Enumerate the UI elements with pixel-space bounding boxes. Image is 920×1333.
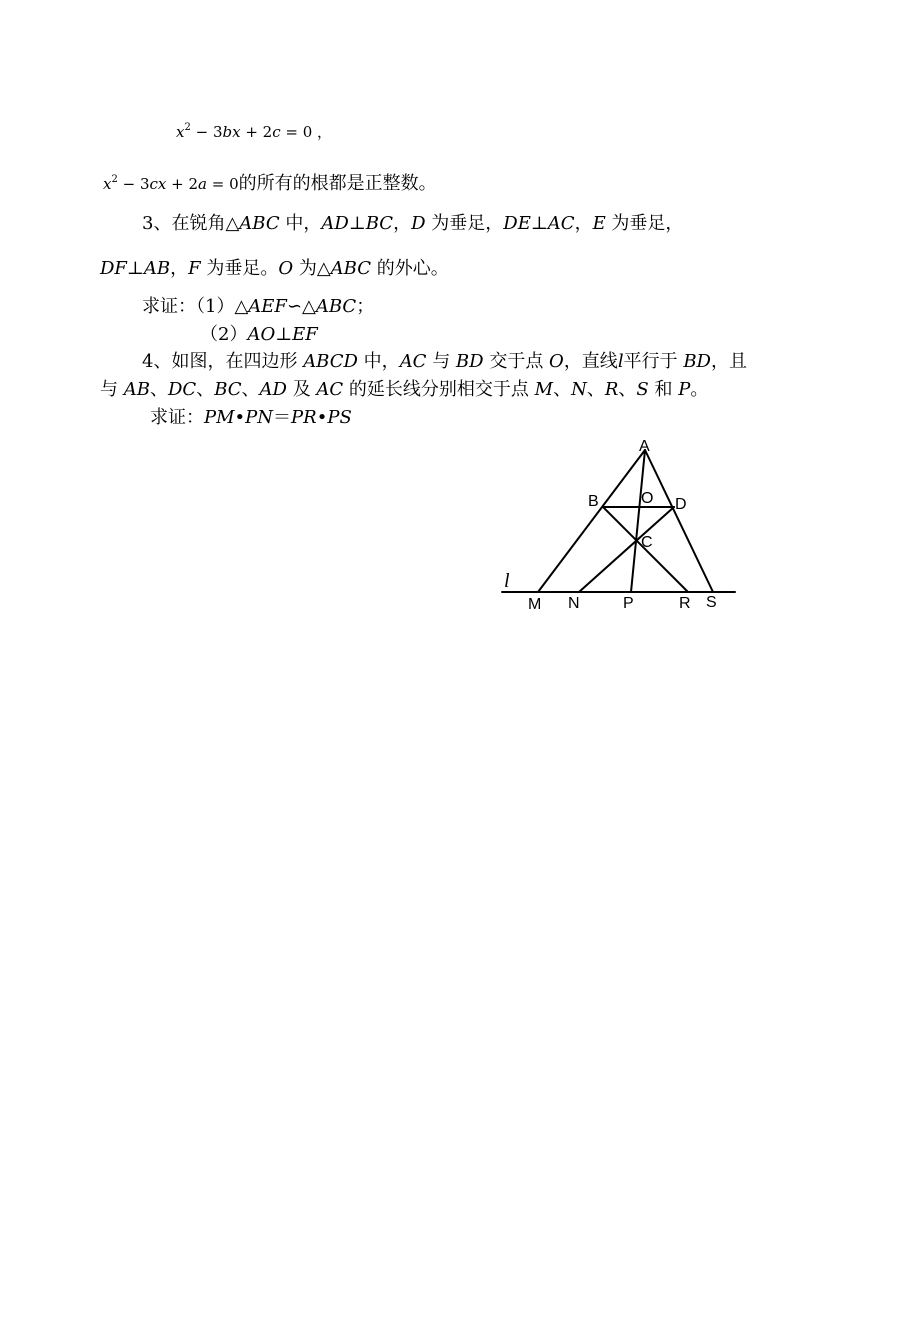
eq1-var-x2: x [232, 123, 241, 141]
p3-var: O [278, 258, 294, 279]
p4-var: BC [214, 379, 242, 400]
p3-text: （2） [200, 324, 248, 345]
p4-text: 求证： [150, 407, 204, 428]
p4-var: AB [123, 379, 150, 400]
p4-text: 与 [426, 351, 456, 372]
p4-text: 平行于 [623, 351, 684, 372]
segment-AP [631, 450, 645, 592]
eq2-var-x2: x [157, 175, 167, 193]
p4-text: 交于点 [483, 351, 550, 372]
p4-text: 和 [648, 379, 679, 400]
p3-text: ⊥ [530, 213, 548, 234]
p4-text: • [316, 407, 328, 428]
p4-var: DC [167, 379, 197, 400]
p3-var: E [592, 213, 606, 234]
p3-var: D [411, 213, 426, 234]
p4-text: 的延长线分别相交于点 [343, 379, 535, 400]
problem-4-proof [150, 407, 352, 429]
segment-AM [538, 450, 645, 592]
p3-text: 为垂足， [425, 213, 504, 234]
p4-text: 。 [690, 379, 709, 400]
problem-3-line-1 [142, 213, 683, 235]
label-S: S [706, 594, 717, 611]
label-B: B [588, 493, 599, 510]
eq1-text: − 3 [190, 123, 223, 141]
p4-var: ABCD [303, 351, 358, 372]
p4-text: ，直线 [563, 351, 618, 372]
p3-var: BC [365, 213, 394, 234]
eq1-var-c: c [272, 123, 281, 141]
p3-text: ⊥ [275, 324, 293, 345]
eq2-exponent: 2 [111, 174, 118, 185]
eq2-tail-text: 的所有的根都是正整数。 [238, 173, 437, 194]
p4-var: M [534, 379, 554, 400]
p4-text: ，且 [710, 351, 747, 372]
p3-var: F [188, 258, 201, 279]
label-A: A [639, 438, 650, 455]
p4-text: 、 [553, 379, 572, 400]
eq1-var-x: x [176, 123, 185, 141]
p3-text: 为△ [293, 258, 331, 279]
p4-text: 4、如图，在四边形 [142, 351, 304, 372]
p3-text: ， [574, 213, 593, 234]
p4-text: 、 [196, 379, 215, 400]
segment-AS [645, 450, 713, 592]
equation-1 [176, 121, 332, 143]
eq2-text: + 2 [166, 175, 199, 193]
p4-var: BD [455, 351, 484, 372]
label-P: P [623, 595, 634, 612]
p4-text: 及 [286, 379, 317, 400]
p4-var: N [571, 379, 587, 400]
p3-var: EF [292, 324, 318, 345]
eq2-text: − 3 [117, 175, 150, 193]
problem-3-proof-1 [142, 296, 374, 318]
problem-4-line-1 [142, 351, 747, 373]
p3-text: ， [393, 213, 412, 234]
problem-4-line-2 [100, 379, 708, 401]
eq2-var-c: c [149, 175, 158, 193]
p3-text: 3、在锐角△ [142, 213, 240, 234]
label-O: O [641, 490, 654, 507]
label-N: N [568, 595, 580, 612]
p4-var: BD [683, 351, 711, 372]
eq2-text: = 0 [206, 175, 239, 193]
eq1-var-b: b [222, 123, 233, 141]
eq1-text: + 2 [240, 123, 273, 141]
p4-var: PM [204, 407, 235, 428]
label-M: M [528, 596, 542, 613]
p3-var: ABC [239, 213, 280, 234]
eq2-var-a: a [198, 175, 207, 193]
p4-text: • [234, 407, 246, 428]
p4-text: 与 [100, 379, 124, 400]
p4-var: AC [316, 379, 344, 400]
p3-text: 求证：（1）△ [142, 296, 249, 317]
p3-var: AD [321, 213, 349, 234]
p3-var: AC [547, 213, 575, 234]
p4-var: P [678, 379, 691, 400]
label-C: C [641, 534, 653, 551]
p3-var: AO [247, 324, 276, 345]
p4-text: 、 [618, 379, 637, 400]
p4-text: ＝ [273, 407, 292, 428]
p3-text: 为垂足， [605, 213, 684, 234]
p3-text: ⊥ [348, 213, 366, 234]
label-D: D [675, 496, 687, 513]
eq1-text: = 0 ， [280, 123, 333, 141]
p3-text: ， [170, 258, 189, 279]
p3-text: 为垂足。 [200, 258, 279, 279]
eq1-exponent: 2 [184, 122, 191, 133]
p4-var: PS [327, 407, 352, 428]
label-l: l [504, 570, 510, 592]
p3-text: ∽△ [286, 296, 316, 317]
p4-var: l [617, 351, 624, 372]
eq2-var-x: x [103, 175, 112, 193]
p4-var: O [549, 351, 564, 372]
p4-var: PN [245, 407, 274, 428]
p4-var: R [604, 379, 619, 400]
p3-var: AEF [248, 296, 287, 317]
problem-3-proof-2 [200, 324, 318, 346]
p3-var: DF [100, 258, 127, 279]
p3-text: ； [356, 296, 375, 317]
p4-var: S [636, 379, 649, 400]
p4-text: 中， [357, 351, 400, 372]
problem-3-line-2 [100, 258, 449, 280]
p4-text: 、 [241, 379, 260, 400]
p4-var: AD [259, 379, 287, 400]
p3-var: ABC [330, 258, 372, 279]
p3-var: ABC [315, 296, 357, 317]
p4-var: AC [399, 351, 427, 372]
p3-text: 中， [279, 213, 322, 234]
p3-text: ⊥ [126, 258, 144, 279]
equation-2 [103, 173, 437, 195]
p4-var: PR [291, 407, 317, 428]
p4-text: 、 [586, 379, 605, 400]
p4-text: 、 [149, 379, 168, 400]
geometry-figure [490, 432, 750, 617]
p3-text: 的外心。 [371, 258, 449, 279]
p3-var: DE [503, 213, 531, 234]
label-R: R [679, 595, 691, 612]
p3-var: AB [143, 258, 171, 279]
